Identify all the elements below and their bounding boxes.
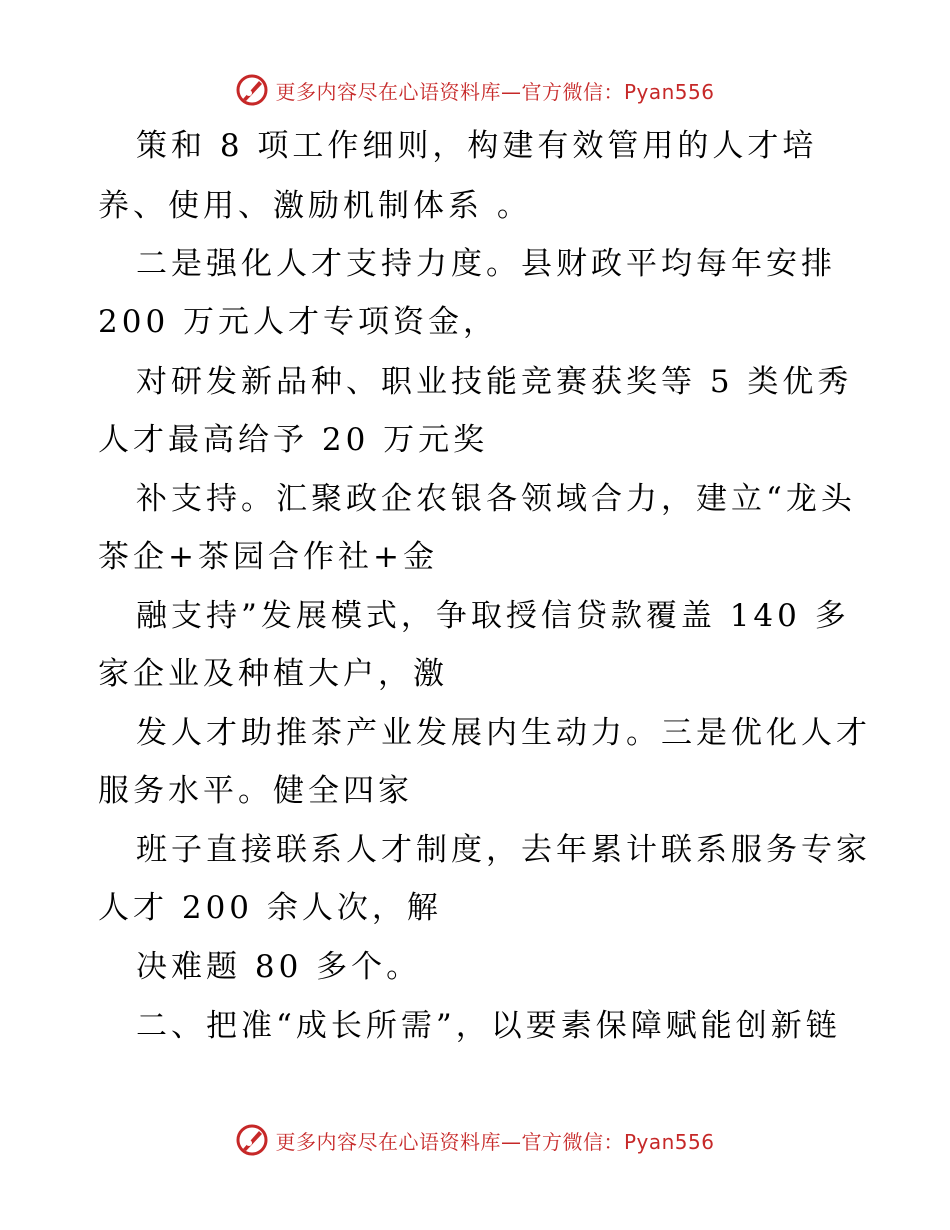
body-line: 对研发新品种、职业技能竞赛获奖等 5 类优秀 — [136, 364, 853, 400]
body-line: 二是强化人才支持力度。县财政平均每年安排 — [136, 246, 836, 282]
footer-banner-wechat: 官方微信：Pyan556 — [521, 1129, 715, 1154]
body-line: 人才最高给予 20 万元奖 — [98, 422, 489, 458]
header-banner-title: 更多内容尽在心语资料库 — [275, 79, 501, 104]
header-banner-separator: — — [500, 79, 522, 104]
footer-banner-separator: — — [500, 1129, 522, 1154]
header-banner — [0, 70, 950, 110]
body-line: 200 万元人才专项资金， — [98, 304, 499, 340]
body-line: 策和 8 项工作细则，构建有效管用的人才培 — [136, 128, 818, 164]
body-line: 服务水平。健全四家 — [98, 773, 413, 809]
footer-banner-title: 更多内容尽在心语资料库 — [275, 1129, 501, 1154]
body-line: 班子直接联系人才制度，去年累计联系服务专家 — [136, 832, 871, 868]
footer-banner-text — [275, 1126, 714, 1155]
body-line: 养、使用、激励机制体系 。 — [98, 188, 532, 224]
body-line: 发人才助推茶产业发展内生动力。三是优化人才 — [136, 715, 871, 751]
footer-banner — [0, 1120, 950, 1160]
body-line: 家企业及种植大户，激 — [98, 656, 448, 692]
pen-circle-logo-icon — [235, 1123, 269, 1157]
section-heading: 二、把准“成长所需”，以要素保障赋能创新链 — [136, 1008, 841, 1044]
header-banner-wechat: 官方微信：Pyan556 — [521, 79, 715, 104]
body-line: 决难题 80 多个。 — [136, 949, 422, 985]
header-banner-text — [275, 76, 714, 105]
body-line: 融支持”发展模式，争取授信贷款覆盖 140 多 — [136, 598, 850, 634]
body-line: 茶企+茶园合作社+金 — [98, 539, 438, 575]
pen-circle-logo-icon — [235, 73, 269, 107]
body-line: 人才 200 余人次，解 — [98, 890, 442, 926]
body-line: 补支持。汇聚政企农银各领域合力，建立“龙头 — [136, 481, 856, 517]
